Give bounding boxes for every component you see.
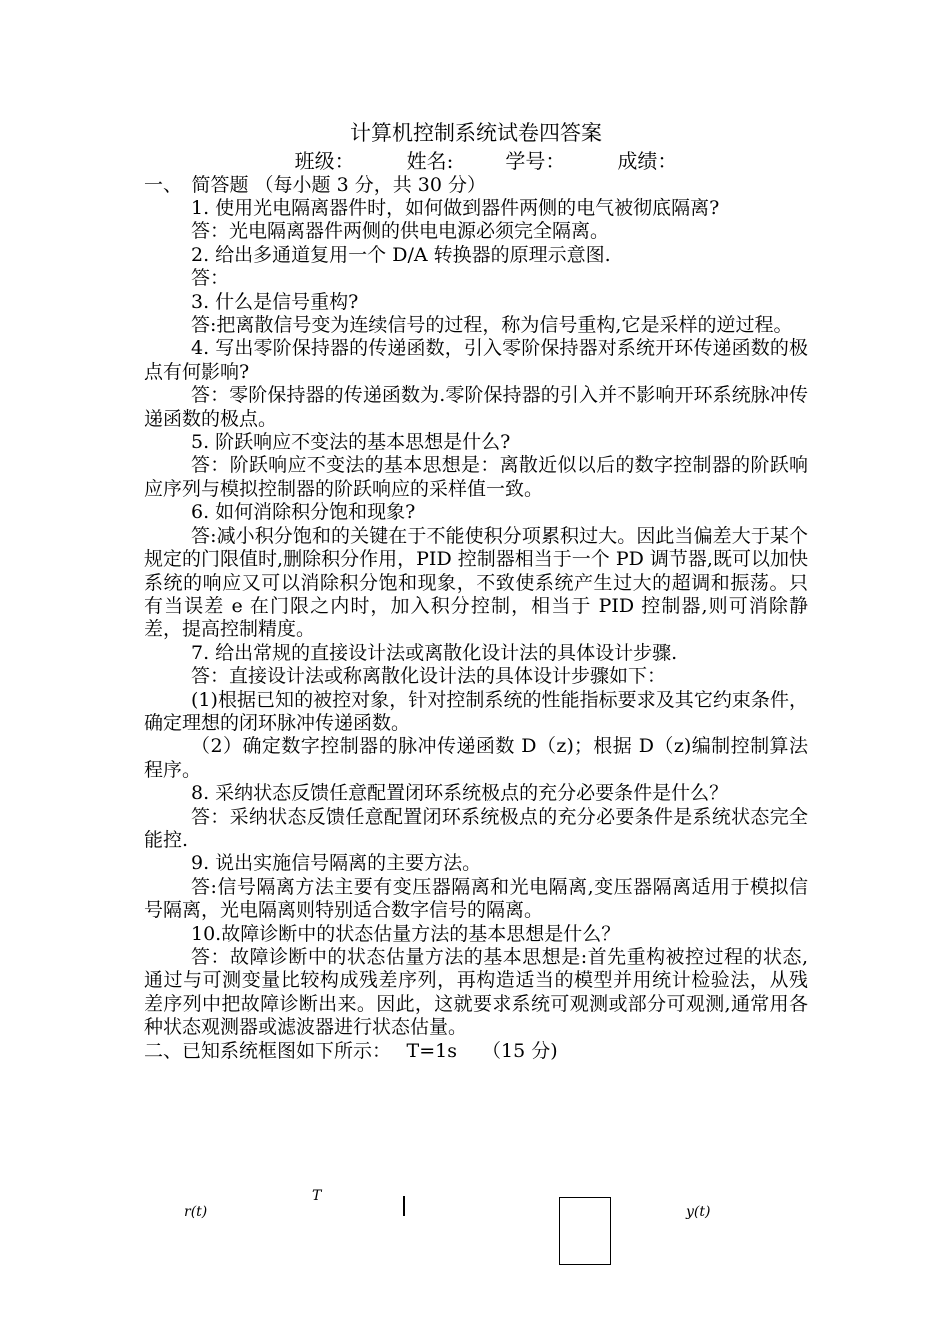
question-6: 6. 如何消除积分饱和现象? <box>191 501 416 524</box>
answer-3: 答:把离散信号变为连续信号的过程，称为信号重构,它是采样的逆过程。 <box>191 314 793 337</box>
answer-4: 答：零阶保持器的传递函数为.零阶保持器的引入并不影响开环系统脉冲传递函数的极点。 <box>144 384 808 430</box>
sampler-switch <box>403 1196 405 1216</box>
question-7: 7. 给出常规的直接设计法或离散化设计法的具体设计步骤. <box>191 641 678 664</box>
section-2-heading: 二、已知系统框图如下所示： T=1s （15 分) <box>144 1039 558 1062</box>
input-signal-label: r(t) <box>184 1204 208 1220</box>
section-1-heading: 一、 简答题 （每小题 3 分，共 30 分） <box>144 174 486 196</box>
answer-7-step-1: (1)根据已知的被控对象，针对控制系统的性能指标要求及其它约束条件，确定理想的闭环脉冲传递函数。 <box>144 688 808 734</box>
answer-7: 答：直接设计法或称离散化设计法的具体设计步骤如下： <box>191 665 667 688</box>
question-8: 8. 采纳状态反馈任意配置闭环系统极点的充分必要条件是什么？ <box>191 782 729 805</box>
question-1: 1. 使用光电隔离器件时，如何做到器件两侧的电气被彻底隔离? <box>191 197 720 219</box>
system-block-diagram <box>0 1180 950 1290</box>
page-title: 计算机控制系统试卷四答案 <box>350 121 602 145</box>
section-1-body <box>144 197 808 1040</box>
question-10: 10.故障诊断中的状态估量方法的基本思想是什么？ <box>191 922 621 945</box>
score-label: 成绩： <box>617 149 678 173</box>
question-4: 4. 写出零阶保持器的传递函数，引入零阶保持器对系统开环传递函数的极点有何影响? <box>144 337 808 383</box>
answer-9: 答:信号隔离方法主要有变压器隔离和光电隔离,变压器隔离适用于模拟信号隔离，光电隔离则特别适合数字信号的隔离。 <box>144 875 808 922</box>
student-id-label: 学号： <box>505 149 566 173</box>
document-page <box>144 118 808 1063</box>
answer-10: 答：故障诊断中的状态估量方法的基本思想是:首先重构被控过程的状态,通过与可测变量比较构成残差序列，再构造适当的模型并用统计检验法，从残差序列中把故障诊断出来。因此，这就要求系统可观测或部分可观测,通常用各种状态观测器或滤波器进行状态估量。 <box>144 946 808 1039</box>
output-signal-label: y(t) <box>686 1204 711 1220</box>
question-3: 3. 什么是信号重构? <box>191 290 359 313</box>
question-9: 9. 说出实施信号隔离的主要方法。 <box>191 852 482 875</box>
answer-8: 答：采纳状态反馈任意配置闭环系统极点的充分必要条件是系统状态完全能控. <box>144 805 808 851</box>
answer-7-step-2: （2）确定数字控制器的脉冲传递函数 D（z)；根据 D（z)编制控制算法程序。 <box>144 735 808 781</box>
question-5: 5. 阶跃响应不变法的基本思想是什么? <box>191 431 511 454</box>
name-label: 姓名: <box>406 149 454 173</box>
answer-6: 答:减小积分饱和的关键在于不能使积分项累积过大。因此当偏差大于某个规定的门限值时,删除积分作用，PID 控制器相当于一个 PD 调节器,既可以加快系统的响应又可以消除积分饱和现象，不致使系统产生过大的超调和振荡。只有当误差 e 在门限之内时，加入积分控制，相当于 PID 控制器,则可消除静差，提高控制精度。 <box>144 524 808 641</box>
plant-block <box>559 1197 611 1265</box>
sampling-period-label: T <box>312 1188 322 1204</box>
student-info-row <box>164 148 808 174</box>
question-2: 2. 给出多通道复用一个 D/A 转换器的原理示意图. <box>191 243 611 266</box>
answer-2: 答： <box>191 267 230 290</box>
answer-5: 答：阶跃响应不变法的基本思想是：离散近似以后的数字控制器的阶跃响应序列与模拟控制器的阶跃响应的采样值一致。 <box>144 454 808 500</box>
answer-1: 答：光电隔离器件两侧的供电电源必须完全隔离。 <box>191 220 610 243</box>
class-label: 班级： <box>294 149 355 173</box>
